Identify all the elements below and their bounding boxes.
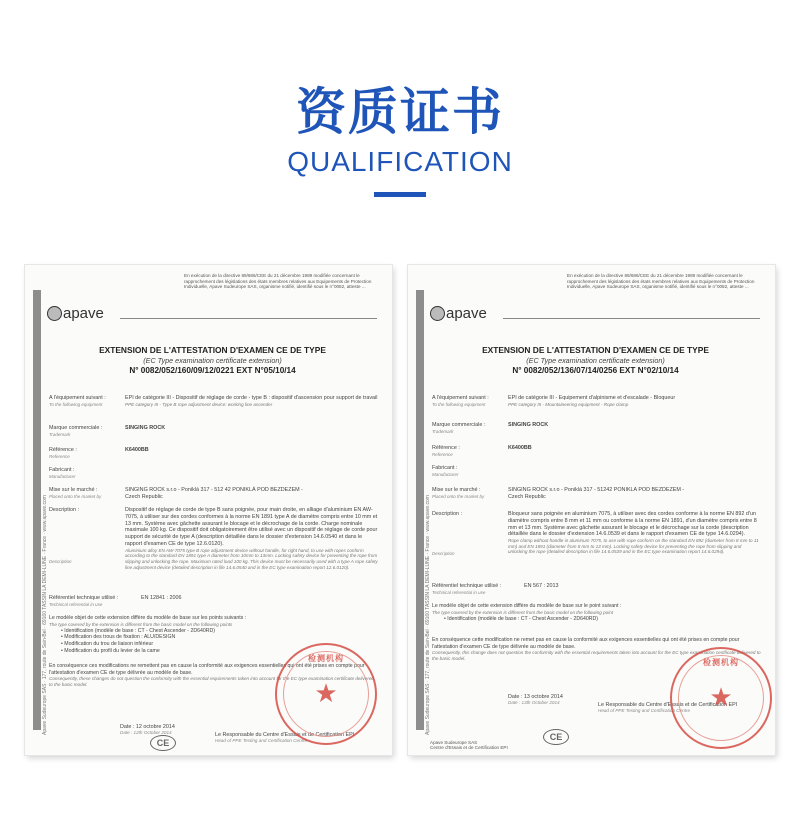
red-seal-stamp (275, 643, 377, 745)
trademark-label-en: Trademark (49, 432, 71, 437)
reference-label: Référence : (432, 445, 460, 451)
equipment-value-en: PPE category III - Mountaineering equipment - Rope clamp (508, 401, 629, 407)
responsible-value-en: Head of PPE Testing and Certification Centre (598, 708, 691, 713)
standard-label: Référentiel technique utilisé : (49, 595, 119, 601)
model-block (432, 603, 761, 622)
equipment-value: EPI de catégorie III - Equipement d'alpinisme et d'escalade - Bloqueur (508, 395, 676, 401)
list-item: • Modification du trou de liaison inférieur (61, 640, 154, 647)
doc-title: EXTENSION DE L'ATTESTATION D'EXAMEN CE DE TYPE (482, 345, 709, 355)
list-item: • Identification (modèle de base : CT - Chest Ascender - 2D640RD) (61, 627, 215, 634)
trademark-label-en: Trademark (432, 429, 454, 434)
responsible-value: Le Responsable du Centre d'Essais et de Certification EPI (215, 732, 355, 738)
description-field (432, 511, 761, 555)
side-bar (33, 290, 41, 730)
logo-circle-icon (47, 306, 62, 321)
reference-value: K6400BB (508, 445, 532, 451)
equipment-field (49, 395, 378, 407)
list-item: • Identification (modèle de base : CT - Chest Ascender - 2D640RD) (444, 615, 598, 622)
reference-label-en: Reference (432, 452, 453, 457)
standard-field (49, 595, 378, 607)
date-value: Date : 12 octobre 2014 (120, 724, 175, 730)
apave-block-line-2: Centre d'Essais et de Certification EPI (430, 745, 508, 751)
description-value-en: Aluminium alloy EN AW-7075 type B rope adjustment device without handle, for right hand, to use with ropes conform according to the standard EN 1891 type A diameter from 10mm to 13mm. Locking safety device for preventing the rope from slipping and unlocking the rope. Maximum rated load 100 kg. This device must be necessarily used with a type A rope safety line adjustment device (detailed description in file 14.6.0540 and in the EC type examination report 12.6.0120). (125, 547, 378, 570)
consequence-text-en: Consequently, this change does not question the conformity with the essential requirements taken into account for the EC type examination certificate delivered to the basic model. (432, 650, 761, 662)
market-label: Mise sur le marché : (49, 487, 98, 493)
responsible-value: Le Responsable du Centre d'Essais et de Certification EPI (598, 702, 738, 708)
trademark-label: Marque commerciale : (432, 422, 486, 428)
equipment-field (432, 395, 761, 407)
trademark-field (432, 422, 761, 434)
apave-block-line-1: Apave Sudeurope SAS (430, 739, 478, 745)
equipment-value: EPI de catégorie III - Dispositif de réglage de corde - type B : dispositif d'ascension pour support de travail (125, 395, 378, 401)
reference-label-en: Reference (49, 454, 70, 459)
model-text-en: The type covered by the extension is different from the basic model on the following point (432, 609, 614, 615)
list-item: • Modification du profil du levier de la came (61, 647, 160, 654)
manufacturer-label-en: Manufacturer (432, 472, 459, 477)
equipment-label: A l'équipement suivant : (432, 395, 489, 401)
date-value-en: Date : 13th October 2014 (508, 700, 560, 705)
standard-field (432, 583, 761, 595)
standard-value: EN 12841 : 2006 (141, 595, 182, 601)
trademark-value: SINGING ROCK (508, 422, 549, 428)
standard-label-en: Technical referential in use (49, 602, 103, 607)
stamp-text: 检测机构 (308, 654, 344, 663)
logo-circle-icon (430, 306, 445, 321)
date-value-en: Date : 12th October 2014 (120, 730, 172, 735)
page-title-zh: 资质证书 (296, 83, 504, 141)
model-text: Le modèle objet de cette extension diffère du modèle de base sur les points suivants : (49, 615, 247, 621)
reference-label: Référence : (49, 447, 77, 453)
side-text: Apave Sudeurope SAS · 177, route de Sain-Bel · 69160 TASSIN LA DEMI-LUNE · France · www.apave.com (42, 495, 48, 735)
doc-number: N° 0082/052/136/07/14/0256 EXT N°02/10/14 (512, 366, 679, 375)
doc-title: EXTENSION DE L'ATTESTATION D'EXAMEN CE DE TYPE (99, 345, 326, 355)
manufacturer-label: Fabricant : (49, 467, 75, 473)
list-item: • Modification des trous de fixation : ALU/DESIGN (61, 634, 176, 641)
description-value: Bloqueur sans poignée en aluminium 7075, à utiliser avec des cordes conforme à la norme EN 892 d'un diamètre compris entre 8 mm et 11 mm ou conforme à la norme EN 1891, d'un diamètre compris entre 8 mm et 13 mm. Système avec gâchette assurant le blocage et le décrochage sur la corde (description détaillée dans le dossier d'extension 14.6.0539 et dans le rapport d'examen CE de type 14.6.0294). (508, 511, 757, 538)
standard-label: Référentiel technique utilisé : (432, 583, 502, 589)
ce-mark: CE (543, 729, 569, 745)
description-label: Description : (432, 511, 462, 517)
certificate-right (408, 265, 775, 755)
apave-address (430, 740, 508, 751)
market-value: SINGING ROCK s.r.o - Poniklá 317 - 51242 PONIKLA POD BEZDEZEM - (508, 487, 685, 493)
date-value: Date : 13 octobre 2014 (508, 694, 563, 700)
description-label-en: Description (432, 551, 455, 556)
doc-number: N° 0082/052/160/09/12/0221 EXT N°05/10/14 (129, 366, 296, 375)
standard-label-en: Technical referential in use (432, 590, 486, 595)
doc-subtitle: (EC Type examination certificate extension) (143, 356, 282, 365)
model-text-en: The type covered by the extension is different from the basic model on the following points (49, 621, 233, 627)
market-value-2: Czech Republic (508, 493, 546, 500)
reference-field (49, 447, 378, 459)
equipment-label-en: To the following equipment (432, 402, 486, 407)
stamp-text: 检测机构 (703, 658, 739, 667)
side-text: Apave Sudeurope SAS · 177, route de Sain-Bel · 69160 TASSIN LA DEMI-LUNE · France · www.apave.com (425, 495, 431, 735)
divider (120, 318, 377, 319)
trademark-field (49, 425, 378, 437)
star-icon: ★ (709, 682, 733, 712)
market-field (432, 487, 761, 501)
description-value: Dispositif de réglage de corde de type B sans poignée, pour main droite, en alliage d'aluminium EN AW-7075, à utiliser sur des cordes conformes à la norme EN 1891 type A de diamètre compris entre 10 mm et 13 mm. Système avec gâchette assurant le blocage et le décrochage de la corde. Charge nominale maximale 100 kg. Ce dispositif doit obligatoirement être utilisé avec un dispositif de réglage de corde pour support de sécurité de type A (description détaillée dans le dossier d'extension 14.6.0540 et dans le rapport d'examen CE de type 12.6.0120). (125, 507, 378, 547)
date (120, 724, 175, 735)
manufacturer-label-en: Manufacturer (49, 474, 76, 479)
reference-field (432, 445, 761, 457)
apave-logo (47, 305, 104, 322)
trademark-value: SINGING ROCK (125, 425, 166, 431)
consequence-text: En conséquence cette modification ne remet pas en cause la conformité aux exigences essentielles qui ont été prises en compte pour l'attestation d'examen CE de type délivrée au modèle de base. (432, 637, 740, 650)
equipment-label-en: To the following equipment (49, 402, 103, 407)
certificate-left (25, 265, 392, 755)
model-text: Le modèle objet de cette extension diffère du modèle de base sur le point suivant : (432, 603, 622, 609)
market-field (49, 487, 378, 501)
description-label-en: Description (49, 559, 72, 564)
responsible-value-en: Head of PPE Testing and Certification Centre (215, 738, 308, 743)
market-label: Mise sur le marché : (432, 487, 481, 493)
equipment-value-en: PPE category III - Type B rope adjustment device: working line ascender (125, 401, 273, 407)
description-label: Description : (49, 507, 79, 513)
doc-subtitle: (EC Type examination certificate extension) (526, 356, 665, 365)
header-note: En exécution de la directive 89/686/CEE du 21 décembre 1989 modifiée concernant le rapprochement des législations des états membres relatives aux Equipements de Protection Individuelle, Apave Sudeurope SAS, organisme notifié, identifié sous le n°0082, atteste ... (567, 273, 755, 290)
side-bar (416, 290, 424, 730)
market-label-en: Placed onto the market by (432, 494, 485, 499)
manufacturer-label: Fabricant : (432, 465, 458, 471)
market-value: SINGING ROCK s.r.o - Poniklá 317 - 512 42 PONIKLÁ POD BEZDEZEM - (125, 487, 303, 493)
consequence-text: En conséquence ces modifications ne remettent pas en cause la conformité aux exigences essentielles qui ont été prises en compte pour l'attestation d'examen CE de type délivrée au modèle de base. (49, 663, 365, 676)
description-value-en: Rope clamp without handle in aluminum 7075, to use with rope conform on the standard EN 892 (diameter from 8 mm to 11 mm) and EN 1891 (diameter from 8 mm to 13 mm). Locking safety device for preventing the rope from slipping and unlocking the rope (detailed description in file 14.6.0539 and in the EC type examination report 14.6.0294). (508, 538, 759, 555)
ce-mark: CE (150, 735, 176, 751)
equipment-label: A l'équipement suivant : (49, 395, 106, 401)
red-seal-stamp (670, 647, 772, 749)
reference-value: K6400BB (125, 447, 149, 453)
star-icon: ★ (314, 678, 338, 708)
market-label-en: Placed onto the market by (49, 494, 102, 499)
header-note: En exécution de la directive 89/686/CEE du 21 décembre 1989 modifiée concernant le rapprochement des législations des états membres relatives aux Equipements de Protection Individuelle, Apave Sudeurope SAS, organisme notifié, identifié sous le n°0082, atteste ... (184, 273, 372, 290)
logo-text: apave (446, 305, 487, 322)
consequence-text-en: Consequently, these changes do not question the conformity with the essential requirements taken into account for the EC type examination certificate delivered to the basic model. (49, 676, 374, 688)
description-field (49, 507, 378, 570)
title-underline (374, 192, 426, 197)
trademark-label: Marque commerciale : (49, 425, 103, 431)
page-title-en: QUALIFICATION (287, 146, 513, 177)
market-value-2: Czech Republic (125, 493, 163, 500)
apave-logo (430, 305, 487, 322)
date (508, 694, 563, 705)
divider (503, 318, 760, 319)
standard-value: EN 567 : 2013 (524, 583, 559, 589)
logo-text: apave (63, 305, 104, 322)
